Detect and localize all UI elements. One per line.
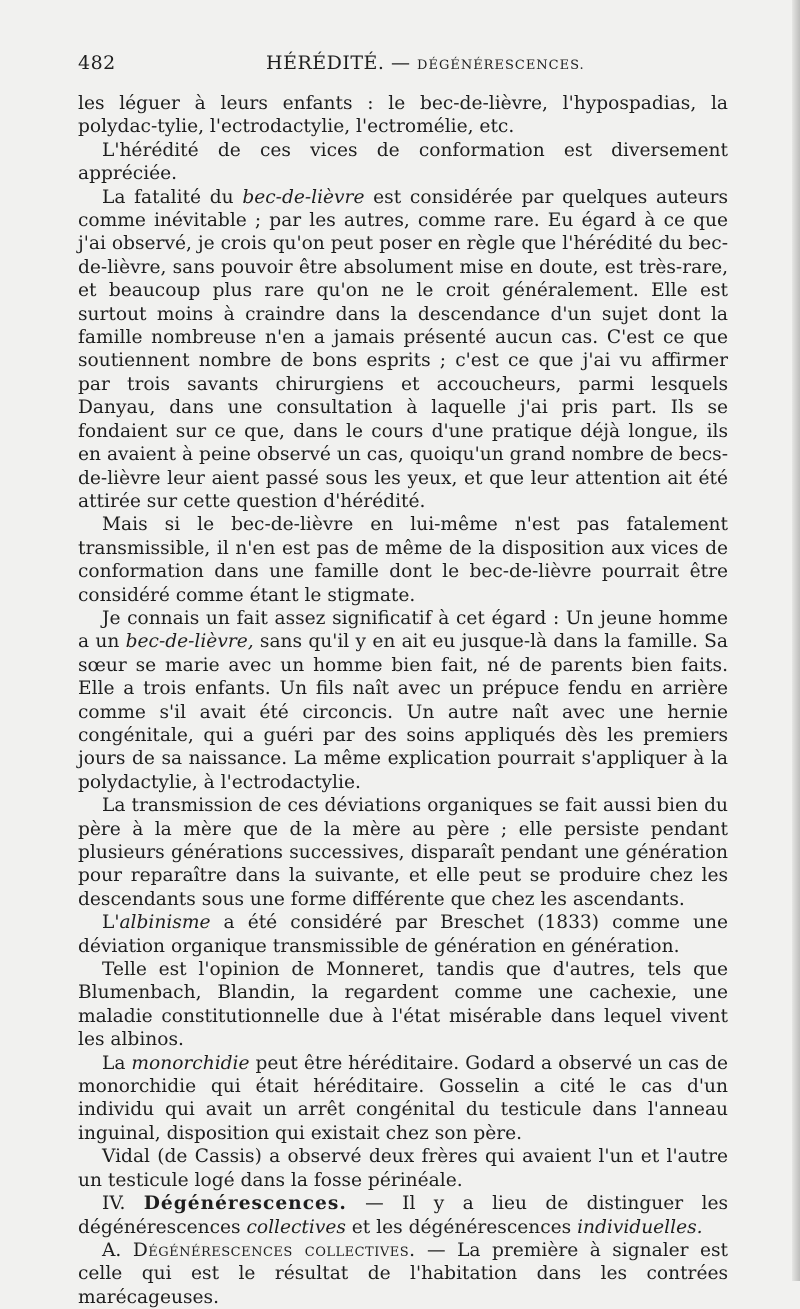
- book-page: [78, 52, 728, 1309]
- text-run: — Il y a lieu de distinguer les dégénérescences: [78, 1193, 728, 1238]
- text-run: — La première à signaler est celle qui est le résultat de l'habitation dans les contrées marécageuses.: [78, 1239, 729, 1308]
- text-run: a été considéré par Breschet (1833) comme une déviation organique transmissible de génération en génération.: [78, 912, 728, 957]
- paragraph: [78, 911, 728, 958]
- text-run: sans qu'il y en ait eu jusque-là dans la famille. Sa sœur se marie avec un homme bien fait, né de parents bien faits. Elle a trois enfants. Un fils naît avec un prépuce fendu en arrière comme s'il avait été circoncis. Un autre naît avec une hernie congénitale, qui a guéri par des soins appliqués dès les premiers jours de sa naissance. La même explication pourrait s'appliquer à la polydactylie, à l'ectrodactylie.: [78, 631, 729, 793]
- paragraph: [78, 1052, 728, 1146]
- italic-term: individuelles.: [577, 1216, 703, 1238]
- subsection-title: Dégénérescences collectives.: [132, 1239, 416, 1261]
- italic-term: collectives: [246, 1216, 346, 1238]
- text-run: La: [102, 1052, 132, 1074]
- text-run: L': [102, 912, 120, 934]
- paragraph: [78, 607, 728, 794]
- italic-term: bec-de-lièvre,: [125, 631, 254, 653]
- italic-term: monorchidie: [131, 1052, 250, 1074]
- text-run: est considérée par quelques auteurs comme inévitable ; par les autres, comme rare. Eu égard à ce que j'ai observé, je crois qu'on peut poser en règle que l'hérédité du bec-de-lièvre, sans pouvoir être absolument mise en doute, est très-rare, et beaucoup plus rare qu'on ne le croit généralement. Elle est surtout moins à craindre dans la descendance d'un sujet dont la famille nombreuse n'en a jamais présenté aucun cas. C'est ce que soutiennent nombre de bons esprits ; c'est ce que j'ai vu affirmer par trois savants chirurgiens et accoucheurs, parmi lesquels Danyau, dans une consultation à laquelle j'ai pris part. Ils se fondaient sur ce que, dans le cours d'une pratique déjà longue, ils en avaient à peine observé un cas, quoiqu'un grand nombre de becs-de-lièvre leur aient passé sous les yeux, et que leur attention ait été attirée sur cette question d'hérédité.: [78, 186, 728, 512]
- paragraph: [78, 186, 728, 514]
- subsection-paragraph: [78, 1239, 728, 1309]
- italic-term: bec-de-lièvre: [242, 186, 365, 208]
- page-number: 482: [78, 52, 116, 74]
- paragraph: Telle est l'opinion de Monneret, tandis que d'autres, tels que Blumenbach, Blandin, la regardent comme une cachexie, une maladie constitutionnelle due à l'état misérable dans lequel vivent les albinos.: [78, 959, 728, 1051]
- page-header: [78, 52, 728, 92]
- paragraph: Vidal (de Cassis) a observé deux frères qui avaient l'un et l'autre un testicule logé dans la fosse périnéale.: [78, 1146, 728, 1191]
- paragraph: L'hérédité de ces vices de conformation est diversement appréciée.: [78, 139, 728, 185]
- section-heading-paragraph: [78, 1192, 728, 1239]
- running-title-main: HÉRÉDITÉ. —: [266, 52, 411, 74]
- paragraph-continued: les léguer à leurs enfants : le bec-de-lièvre, l'hypospadias, la polydac-tylie, l'ectrodactylie, l'ectromélie, etc.: [78, 93, 728, 138]
- text-run: La fatalité du: [102, 186, 243, 208]
- running-title-sub: DÉGÉNÉRESCENCES.: [417, 58, 585, 73]
- paragraph: La transmission de ces déviations organiques se fait aussi bien du père à la mère que de la mère au père ; elle persiste pendant plusieurs générations successives, disparaît pendant une génération pour reparaître dans la suivante, et elle peut se produire chez les descendants sous une forme différente que chez les ascendants.: [78, 795, 728, 910]
- page-edge-shadow: [792, 0, 800, 1281]
- body-text: [78, 92, 728, 1309]
- paragraph: Mais si le bec-de-lièvre en lui-même n'est pas fatalement transmissible, il n'en est pas de même de la disposition aux vices de conformation dans une famille dont le bec-de-lièvre pourrait être considéré comme étant le stigmate.: [78, 514, 728, 606]
- text-run: et les dégénérescences: [345, 1216, 578, 1238]
- section-title: Dégénérescences.: [143, 1193, 347, 1215]
- italic-term: albinisme: [119, 912, 211, 934]
- text-run: Je connais un fait assez significatif à cet égard : Un jeune homme a un: [78, 607, 728, 653]
- text-run: peut être héréditaire. Godard a observé un cas de monorchidie qui était héréditaire. Gosselin a cité le cas d'un individu qui avait un arrêt congénital du testicule dans l'anneau inguinal, disposition qui existait chez son père.: [78, 1052, 728, 1144]
- running-title: [146, 52, 728, 74]
- section-number: IV.: [102, 1193, 144, 1215]
- subsection-letter: A.: [102, 1239, 133, 1261]
